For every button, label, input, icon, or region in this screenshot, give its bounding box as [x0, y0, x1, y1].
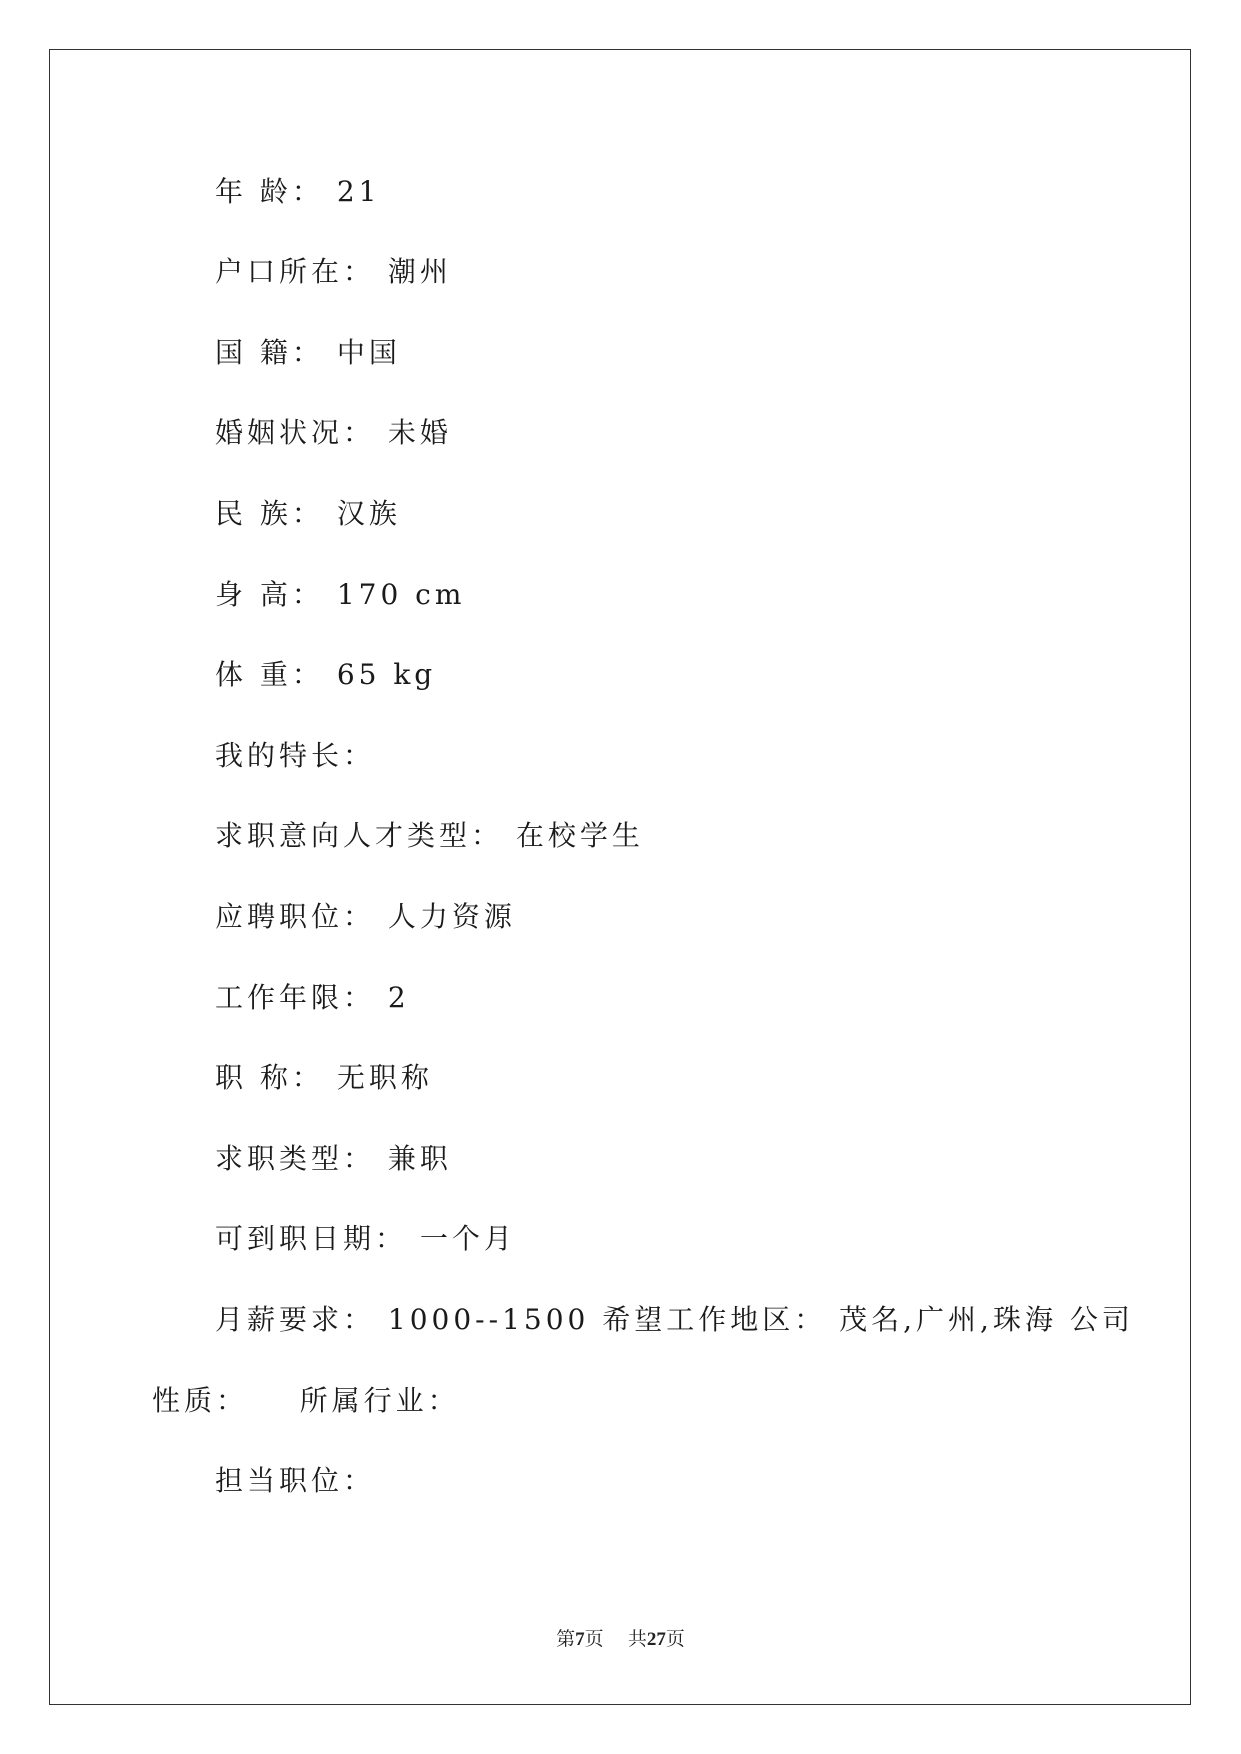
- field-years-experience: [215, 980, 410, 1016]
- field-title-value: 无职称: [336, 1061, 433, 1094]
- field-available: [215, 1221, 516, 1257]
- field-held-position-label: 担当职位：: [215, 1464, 376, 1497]
- field-title: [215, 1060, 433, 1096]
- footer-total-unit: 页: [665, 1628, 685, 1650]
- field-salary-line-2: 性质： 所属行业：: [152, 1384, 460, 1417]
- field-ethnicity-label: 民 族：: [215, 497, 324, 530]
- field-hukou: [215, 254, 452, 290]
- field-marital-label: 婚姻状况：: [215, 416, 376, 449]
- field-years-experience-value: 2: [387, 981, 410, 1014]
- field-specialty: [215, 738, 375, 774]
- field-age-value: 21: [336, 175, 381, 208]
- field-job-type-label: 求职类型：: [215, 1142, 376, 1175]
- field-title-label: 职 称：: [215, 1061, 324, 1094]
- field-years-experience-label: 工作年限：: [215, 981, 376, 1014]
- field-position-applied: [215, 899, 516, 935]
- field-position-applied-value: 人力资源: [387, 900, 516, 933]
- field-hukou-label: 户口所在：: [215, 255, 376, 288]
- field-talent-type-label: 求职意向人才类型：: [215, 819, 504, 852]
- field-age: [215, 174, 380, 210]
- field-nationality: [215, 335, 401, 371]
- field-nationality-label: 国 籍：: [215, 336, 324, 369]
- footer-total-pages: 27: [646, 1629, 666, 1650]
- footer-total-prefix: 共: [627, 1628, 647, 1650]
- field-talent-type: [215, 818, 644, 854]
- field-ethnicity-value: 汉族: [336, 497, 401, 530]
- field-salary-line-1: 月薪要求： 1000--1500 希望工作地区： 茂名,广州,珠海 公司: [215, 1303, 1134, 1336]
- field-available-label: 可到职日期：: [215, 1222, 408, 1255]
- field-position-applied-label: 应聘职位：: [215, 900, 376, 933]
- field-age-label: 年 龄：: [215, 175, 324, 208]
- page-border: [49, 49, 1191, 1705]
- field-weight-value: 65 kg: [336, 658, 437, 691]
- field-held-position: [215, 1463, 375, 1499]
- field-hukou-value: 潮州: [387, 255, 452, 288]
- field-weight-label: 体 重：: [215, 658, 324, 691]
- field-nationality-value: 中国: [336, 336, 401, 369]
- footer-page-number: 7: [575, 1629, 585, 1650]
- field-specialty-label: 我的特长：: [215, 739, 376, 772]
- footer-page-unit: 页: [584, 1628, 604, 1650]
- field-job-type-value: 兼职: [387, 1142, 452, 1175]
- field-marital: [215, 415, 452, 451]
- page-footer: [0, 1624, 1241, 1651]
- field-ethnicity: [215, 496, 401, 532]
- field-job-type: [215, 1141, 452, 1177]
- field-talent-type-value: 在校学生: [515, 819, 644, 852]
- field-height-value: 170 cm: [336, 578, 466, 611]
- field-height: [215, 577, 465, 613]
- footer-prefix: 第: [556, 1628, 576, 1650]
- field-height-label: 身 高：: [215, 578, 324, 611]
- field-marital-value: 未婚: [387, 416, 452, 449]
- field-available-value: 一个月: [419, 1222, 516, 1255]
- field-weight: [215, 657, 436, 693]
